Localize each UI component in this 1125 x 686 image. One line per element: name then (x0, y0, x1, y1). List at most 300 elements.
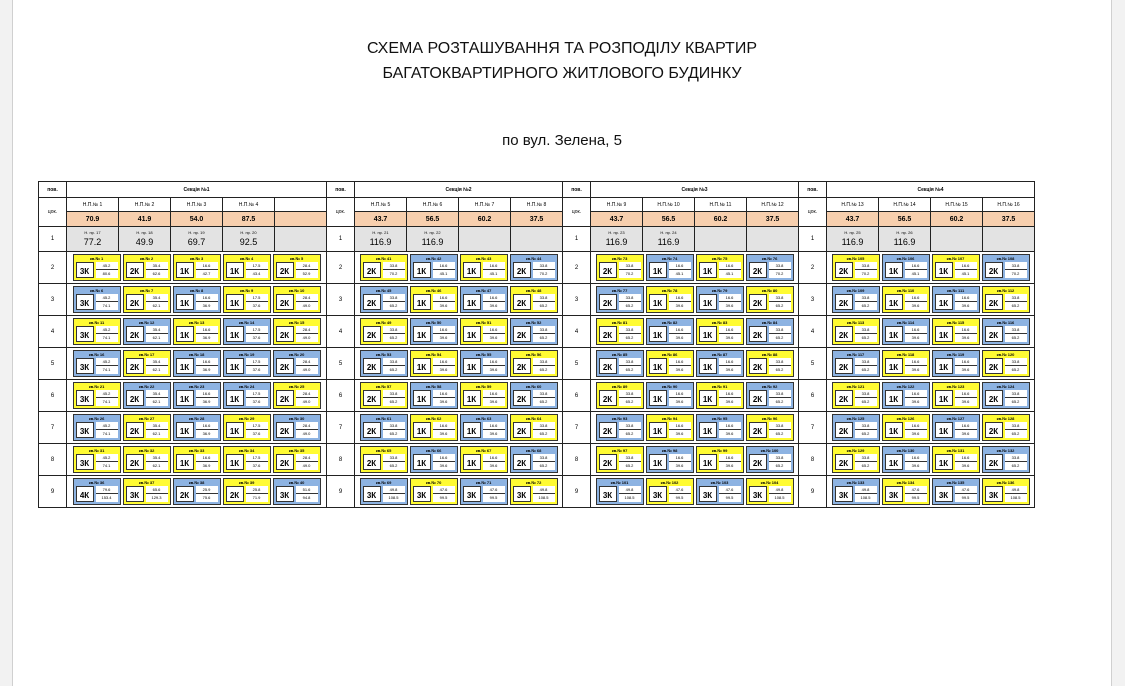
floor-apartments (355, 316, 563, 348)
nonresidential-label: Н.П.№ 9 (591, 198, 643, 212)
total-area: 39.6 (905, 366, 927, 374)
apartment-number: кв.№ 125 (846, 416, 865, 421)
living-area: 35.4 (146, 454, 168, 462)
apartment-body (463, 262, 505, 278)
apartment (746, 350, 794, 377)
floor-apartments (67, 476, 327, 508)
total-area: 39.6 (905, 398, 927, 406)
total-area: 39.6 (955, 430, 977, 438)
total-area: 49.0 (296, 398, 318, 406)
section-title: Секція №4 (827, 182, 1035, 198)
apartment-rooms: 1К (176, 294, 194, 310)
storage-area: 116.9 (657, 237, 680, 247)
living-area: 17.5 (246, 262, 268, 270)
apartment-rooms: 3К (463, 486, 481, 502)
nonresidential-area: 56.5 (879, 212, 931, 227)
apartment (646, 254, 694, 281)
total-area: 37.6 (246, 462, 268, 470)
total-area: 65.2 (383, 302, 405, 310)
pov-header: пов. (799, 182, 827, 198)
living-area: 35.4 (146, 294, 168, 302)
apartment-body (226, 326, 268, 342)
living-area: 33.8 (533, 422, 555, 430)
apartment-body (649, 486, 691, 502)
living-area: 33.8 (383, 326, 405, 334)
total-area: 94.8 (296, 494, 318, 502)
storage-cell (459, 227, 511, 252)
living-area: 16.6 (196, 422, 218, 430)
apartment (646, 414, 694, 441)
apartment (832, 446, 880, 473)
floor-apartments (827, 412, 1035, 444)
apartment (696, 414, 744, 441)
apartment-rooms: 1К (649, 294, 667, 310)
apartment-body (935, 422, 977, 438)
apartment-body (413, 454, 455, 470)
total-area: 65.2 (1005, 334, 1027, 342)
total-area: 37.6 (246, 398, 268, 406)
apartment-body (513, 326, 555, 342)
floor-number: 3 (563, 284, 591, 316)
floor-apartments (591, 348, 799, 380)
apartment-rooms: 1К (176, 454, 194, 470)
living-area: 47.6 (719, 486, 741, 494)
apartment-number: кв.№ 87 (711, 352, 728, 357)
living-area: 16.6 (196, 294, 218, 302)
apartment-body (885, 454, 927, 470)
apartment (510, 318, 558, 345)
apartment-rooms: 3К (363, 486, 381, 502)
apartment (223, 382, 271, 409)
apartment (73, 318, 121, 345)
storage-label: Н. пр. 23 (608, 230, 625, 235)
apartment-rooms: 2К (749, 294, 767, 310)
floor-number: 9 (563, 476, 591, 508)
apartment (360, 350, 408, 377)
apartment-rooms: 2К (749, 390, 767, 406)
total-area: 65.2 (533, 430, 555, 438)
apartment-number: кв.№ 123 (946, 384, 965, 389)
living-area: 16.6 (433, 358, 455, 366)
living-area: 45.2 (96, 390, 118, 398)
apartment (360, 446, 408, 473)
living-area: 35.4 (146, 422, 168, 430)
apartment-number: кв.№ 66 (425, 448, 442, 453)
apartment (410, 382, 458, 409)
floor-number: 8 (39, 444, 67, 476)
apartment-rooms: 3К (76, 454, 94, 470)
apartment (932, 382, 980, 409)
apartment-rooms: 2К (599, 262, 617, 278)
apartment-rooms: 1К (885, 358, 903, 374)
living-area: 33.8 (383, 390, 405, 398)
apartment-body (126, 486, 168, 502)
apartment-number: кв.№ 83 (711, 320, 728, 325)
living-area: 16.6 (483, 358, 505, 366)
apartment-body (276, 294, 318, 310)
apartment-body (76, 326, 118, 342)
total-area: 74.1 (96, 430, 118, 438)
apartment (460, 478, 508, 505)
living-area: 25.9 (196, 486, 218, 494)
total-area: 39.6 (433, 302, 455, 310)
apartment-rooms: 1К (226, 294, 244, 310)
apartment-rooms: 2К (276, 454, 294, 470)
apartment-number: кв.№ 107 (946, 256, 965, 261)
apartment-number: кв.№ 12 (138, 320, 155, 325)
apartment (73, 254, 121, 281)
apartment-body (935, 262, 977, 278)
apartment-body (463, 326, 505, 342)
apartment-number: кв.№ 135 (946, 480, 965, 485)
total-area: 65.2 (1005, 430, 1027, 438)
apartment-body (599, 390, 641, 406)
nonresidential-label: Н.П.№ 4 (223, 198, 275, 212)
apartment-body (226, 294, 268, 310)
storage-cell (119, 227, 171, 252)
living-area: 33.8 (769, 422, 791, 430)
apartment-body (835, 422, 877, 438)
apartment-number: кв.№ 37 (138, 480, 155, 485)
apartment-body (599, 294, 641, 310)
apartment-number: кв.№ 33 (188, 448, 205, 453)
apartment-rooms: 1К (885, 262, 903, 278)
apartment-number: кв.№ 42 (425, 256, 442, 261)
floor-number: 8 (799, 444, 827, 476)
total-area: 39.6 (433, 334, 455, 342)
nonresidential-area: 56.5 (407, 212, 459, 227)
apartment-number: кв.№ 34 (238, 448, 255, 453)
apartment-number: кв.№ 19 (238, 352, 255, 357)
floor-apartments (827, 380, 1035, 412)
living-area: 45.2 (96, 358, 118, 366)
living-area: 33.8 (619, 454, 641, 462)
apartment-rooms: 3К (76, 422, 94, 438)
apartment-body (649, 326, 691, 342)
living-area: 16.6 (955, 294, 977, 302)
nonresidential-label: Н.П.№ 12 (747, 198, 799, 212)
apartment-body (463, 390, 505, 406)
apartment-number: кв.№ 61 (375, 416, 392, 421)
apartment-body (513, 390, 555, 406)
total-area: 39.6 (905, 302, 927, 310)
apartment-body (413, 390, 455, 406)
storage-cell (275, 227, 327, 252)
apartment-number: кв.№ 30 (288, 416, 305, 421)
apartment (882, 254, 930, 281)
storage-cell (67, 227, 119, 252)
title-line-2: БАГАТОКВАРТИРНОГО ЖИТЛОВОГО БУДИНКУ (382, 65, 742, 82)
apartment-body (985, 358, 1027, 374)
living-area: 47.6 (483, 486, 505, 494)
apartment (223, 478, 271, 505)
apartment-rooms: 1К (463, 390, 481, 406)
total-area: 49.0 (296, 366, 318, 374)
apartment-rooms: 2К (276, 294, 294, 310)
apartment-body (226, 390, 268, 406)
apartment-body (176, 454, 218, 470)
floor-number: 1 (39, 227, 67, 252)
apartment-body (413, 358, 455, 374)
apartment (596, 318, 644, 345)
living-area: 16.6 (955, 422, 977, 430)
living-area: 17.5 (246, 294, 268, 302)
total-area: 108.5 (855, 494, 877, 502)
total-area: 65.2 (383, 398, 405, 406)
apartment-rooms: 2К (599, 358, 617, 374)
apartment-body (699, 454, 741, 470)
apartment-rooms: 3К (885, 486, 903, 502)
apartment-number: кв.№ 57 (375, 384, 392, 389)
apartment (460, 286, 508, 313)
storage-area: 116.9 (369, 237, 392, 247)
living-area: 16.6 (905, 294, 927, 302)
total-area: 65.2 (769, 366, 791, 374)
apartment-number: кв.№ 108 (996, 256, 1015, 261)
living-area: 16.6 (483, 454, 505, 462)
apartment-rooms: 1К (885, 454, 903, 470)
apartment-rooms: 1К (699, 294, 717, 310)
living-area: 16.6 (905, 326, 927, 334)
apartment (882, 446, 930, 473)
nonresidential-area: 70.9 (67, 212, 119, 227)
living-area: 33.8 (383, 422, 405, 430)
apartment (596, 254, 644, 281)
living-area: 49.8 (769, 486, 791, 494)
apartment-body (76, 294, 118, 310)
apartment-rooms: 1К (463, 454, 481, 470)
apartment-number: кв.№ 24 (238, 384, 255, 389)
total-area: 99.5 (955, 494, 977, 502)
storage-label: Н. пр. 20 (240, 230, 257, 235)
total-area: 39.6 (955, 366, 977, 374)
apartment (273, 446, 321, 473)
apartment (510, 350, 558, 377)
floor-number: 1 (327, 227, 355, 252)
apartment-number: кв.№ 112 (996, 288, 1015, 293)
total-area: 65.2 (1005, 302, 1027, 310)
apartment-rooms: 2К (363, 294, 381, 310)
apartment-body (985, 422, 1027, 438)
apartment-number: кв.№ 47 (475, 288, 492, 293)
total-area: 74.1 (96, 462, 118, 470)
floor-number: 7 (39, 412, 67, 444)
living-area: 33.8 (1005, 358, 1027, 366)
apartment (273, 318, 321, 345)
total-area: 39.6 (905, 462, 927, 470)
apartment-number: кв.№ 55 (475, 352, 492, 357)
document-title (13, 36, 1111, 86)
apartment-rooms: 1К (226, 326, 244, 342)
pov-header: пов. (39, 182, 67, 198)
apartment (982, 414, 1030, 441)
apartment-rooms: 2К (126, 390, 144, 406)
storage-cell (171, 227, 223, 252)
total-area: 70.2 (1005, 270, 1027, 278)
apartment-rooms: 1К (413, 422, 431, 438)
apartment (646, 446, 694, 473)
living-area: 33.8 (769, 358, 791, 366)
apartment-body (226, 422, 268, 438)
floor-apartments (827, 284, 1035, 316)
apartment (832, 318, 880, 345)
apartment (460, 382, 508, 409)
living-area: 33.8 (533, 454, 555, 462)
apartment (123, 286, 171, 313)
apartment-number: кв.№ 92 (761, 384, 778, 389)
apartment-body (935, 294, 977, 310)
total-area: 65.2 (619, 366, 641, 374)
apartment-number: кв.№ 58 (425, 384, 442, 389)
apartment-body (749, 326, 791, 342)
total-area: 39.6 (433, 430, 455, 438)
apartment-body (749, 390, 791, 406)
total-area: 65.2 (855, 430, 877, 438)
apartment-rooms: 1К (935, 294, 953, 310)
apartment-number: кв.№ 43 (475, 256, 492, 261)
apartment (273, 414, 321, 441)
apartment-body (176, 486, 218, 502)
apartment (932, 254, 980, 281)
floor-number: 2 (563, 252, 591, 284)
total-area: 71.9 (246, 494, 268, 502)
apartment-number: кв.№ 136 (996, 480, 1015, 485)
apartment-body (749, 262, 791, 278)
living-area: 45.2 (96, 454, 118, 462)
apartment-rooms: 1К (413, 326, 431, 342)
living-area: 35.4 (146, 326, 168, 334)
apartment-number: кв.№ 70 (425, 480, 442, 485)
apartment-rooms: 4К (76, 486, 94, 502)
total-area: 108.5 (619, 494, 641, 502)
apartment-body (985, 326, 1027, 342)
apartment-number: кв.№ 29 (238, 416, 255, 421)
floor-apartments (355, 444, 563, 476)
total-area: 49.0 (296, 334, 318, 342)
apartment-body (649, 454, 691, 470)
apartment (596, 350, 644, 377)
living-area: 16.6 (483, 422, 505, 430)
apartment (273, 382, 321, 409)
apartment-number: кв.№ 122 (896, 384, 915, 389)
total-area: 62.6 (146, 270, 168, 278)
nonresidential-area: 60.2 (695, 212, 747, 227)
living-area: 16.6 (433, 326, 455, 334)
living-area: 33.8 (383, 358, 405, 366)
living-area: 47.6 (955, 486, 977, 494)
apartment (223, 414, 271, 441)
storage-cell (695, 227, 747, 252)
apartment-body (413, 486, 455, 502)
apartment-rooms: 2К (985, 422, 1003, 438)
floor-apartments (355, 348, 563, 380)
living-area: 16.6 (669, 262, 691, 270)
floor-number: 8 (563, 444, 591, 476)
nonresidential-label: Н.П.№ 2 (119, 198, 171, 212)
apartment-number: кв.№ 11 (88, 320, 105, 325)
apartment (596, 414, 644, 441)
total-area: 65.2 (383, 366, 405, 374)
total-area: 42.7 (196, 270, 218, 278)
nonresidential-area: 87.5 (223, 212, 275, 227)
apartment (746, 254, 794, 281)
living-area: 33.8 (383, 454, 405, 462)
apartment (410, 478, 458, 505)
apartment-body (885, 326, 927, 342)
apartment-body (413, 422, 455, 438)
apartment-body (226, 486, 268, 502)
total-area: 39.6 (669, 302, 691, 310)
apartment (982, 286, 1030, 313)
total-area: 36.9 (196, 334, 218, 342)
apartment-rooms: 1К (935, 454, 953, 470)
living-area: 16.6 (196, 358, 218, 366)
apartment-body (513, 294, 555, 310)
apartment (360, 382, 408, 409)
storage-cell (355, 227, 407, 252)
apartment-number: кв.№ 40 (288, 480, 305, 485)
apartment (696, 478, 744, 505)
apartment (73, 382, 121, 409)
apartment-rooms: 1К (649, 262, 667, 278)
apartment-body (599, 422, 641, 438)
floor-number: 2 (39, 252, 67, 284)
apartment-number: кв.№ 68 (525, 448, 542, 453)
apartment-number: кв.№ 129 (846, 448, 865, 453)
total-area: 65.2 (383, 462, 405, 470)
apartment-rooms: 2К (363, 326, 381, 342)
apartment-body (463, 422, 505, 438)
apartment-body (835, 390, 877, 406)
living-area: 16.6 (483, 390, 505, 398)
apartment (982, 350, 1030, 377)
apartment (932, 478, 980, 505)
floor-number: 7 (327, 412, 355, 444)
apartment-body (935, 326, 977, 342)
living-area: 35.4 (146, 390, 168, 398)
total-area: 39.6 (483, 366, 505, 374)
apartment (832, 414, 880, 441)
apartment (73, 286, 121, 313)
apartment-number: кв.№ 20 (288, 352, 305, 357)
storage-cell (983, 227, 1035, 252)
total-area: 36.9 (196, 430, 218, 438)
apartment-rooms: 1К (935, 390, 953, 406)
apartment-number: кв.№ 39 (238, 480, 255, 485)
storage-area: 116.9 (893, 237, 916, 247)
living-area: 16.6 (669, 358, 691, 366)
apartment-number: кв.№ 124 (996, 384, 1015, 389)
apartment-body (935, 358, 977, 374)
floor-apartments (67, 380, 327, 412)
living-area: 17.5 (246, 326, 268, 334)
total-area: 39.6 (955, 334, 977, 342)
storage-label: Н. пр. 21 (372, 230, 389, 235)
total-area: 39.6 (669, 366, 691, 374)
floor-apartments (827, 444, 1035, 476)
total-area: 39.6 (669, 398, 691, 406)
total-area: 65.2 (855, 366, 877, 374)
total-area: 65.2 (855, 462, 877, 470)
apartment (123, 446, 171, 473)
apartment-number: кв.№ 85 (611, 352, 628, 357)
apartment-rooms: 2К (599, 390, 617, 406)
floor-apartments (591, 476, 799, 508)
apartment (646, 350, 694, 377)
storage-cell (747, 227, 799, 252)
apartment-number: кв.№ 111 (946, 288, 965, 293)
nonresidential-label: Н.П.№ 1 (67, 198, 119, 212)
